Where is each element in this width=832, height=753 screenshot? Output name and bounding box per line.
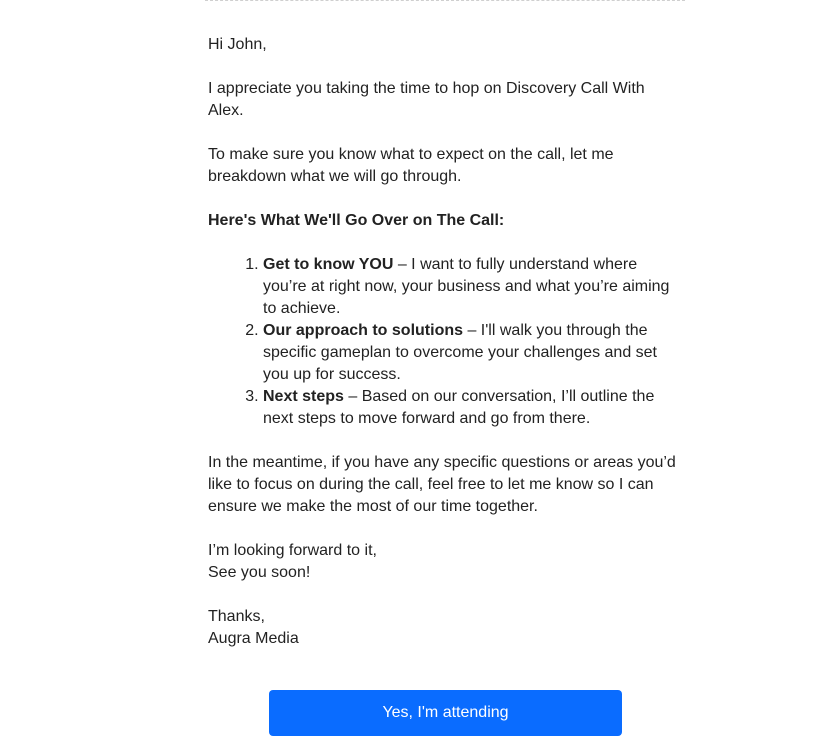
agenda-list bbox=[208, 254, 680, 430]
meantime-paragraph: In the meantime, if you have any specific questions or areas you’d like to focus on during the call, feel free to let me know so I can ensure we make the most of our time together. bbox=[208, 454, 676, 515]
attending-button[interactable]: Yes, I'm attending bbox=[269, 690, 622, 736]
agenda-item bbox=[263, 320, 680, 386]
agenda-item-text: – Based on our conversation, I’ll outline the next steps to move forward and go from there. bbox=[263, 388, 655, 427]
top-divider bbox=[205, 0, 685, 1]
see-you-line: See you soon! bbox=[208, 564, 311, 581]
looking-forward-line: I’m looking forward to it, bbox=[208, 542, 377, 559]
agenda-heading: Here's What We'll Go Over on The Call: bbox=[208, 212, 505, 229]
closing-paragraph bbox=[208, 540, 680, 584]
agenda-item bbox=[263, 254, 680, 320]
agenda-item-text: – I want to fully understand where you’re at right now, your business and what you’re aiming to achieve. bbox=[263, 256, 670, 317]
expectation-paragraph: To make sure you know what to expect on the call, let me breakdown what we will go through. bbox=[208, 146, 614, 185]
greeting: Hi John, bbox=[208, 36, 267, 53]
agenda-item bbox=[263, 386, 680, 430]
agenda-item-title: Our approach to solutions bbox=[263, 322, 464, 339]
email-body bbox=[208, 34, 680, 672]
agenda-item-title: Get to know YOU bbox=[263, 256, 394, 273]
agenda-item-text: – I'll walk you through the specific gameplan to overcome your challenges and set you up for success. bbox=[263, 322, 657, 383]
thanks-line: Thanks, bbox=[208, 608, 265, 625]
signature: Augra Media bbox=[208, 630, 299, 647]
sign-off bbox=[208, 606, 680, 650]
agenda-item-title: Next steps bbox=[263, 388, 344, 405]
intro-paragraph: I appreciate you taking the time to hop on Discovery Call With Alex. bbox=[208, 80, 645, 119]
